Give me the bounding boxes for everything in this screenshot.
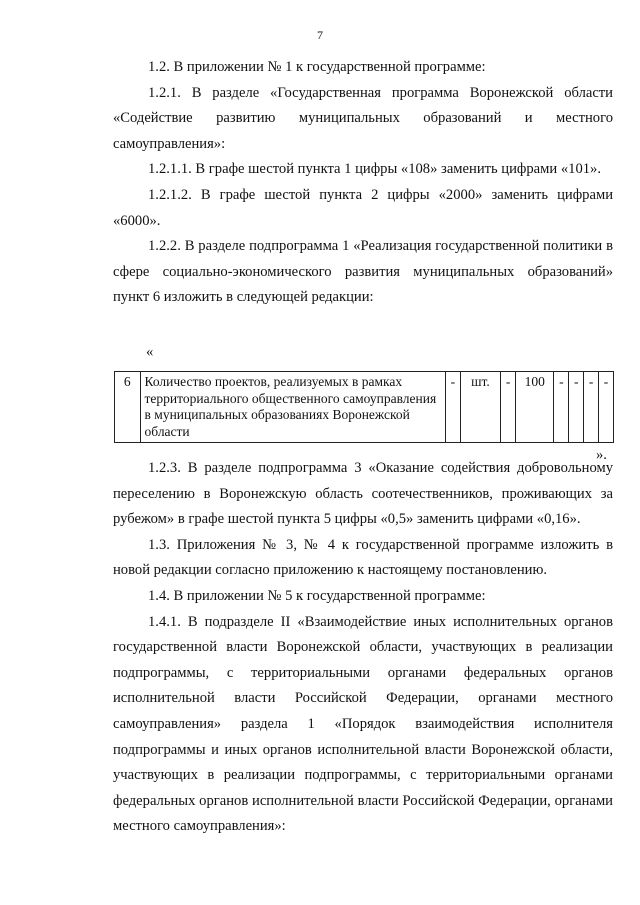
open-quote: « (146, 344, 154, 360)
paragraph-1-2-3: 1.2.3. В разделе подпрограмма 3 «Оказание содействия добровольному переселению в Воронежскую область соотечественников, проживающих за рубежом» в графе шестой пункта 5 цифры «0,5» заменить цифрами «0,16». (113, 460, 613, 528)
value-cell: 100 (516, 372, 554, 443)
indicator-name-cell: Количество проектов, реализуемых в рамках территориального общественного самоуправления в муниципальных образованиях Воронежской области (140, 372, 445, 443)
table-cell: - (584, 372, 599, 443)
unit-cell: шт. (460, 372, 500, 443)
paragraph-1-4-1: 1.4.1. В подразделе II «Взаимодействие иных исполнительных органов государственной власти Воронежской области, участвующих в реализации подпрограммы, с территориальными органами федеральных органов исполнительной власти Российской Федерации, органами местного самоуправления» раздела 1 «Порядок взаимодействия исполнителя подпрограммы и иных органов исполнительной власти Воронежской области, участвующих в реализации подпрограммы, с территориальными органами федеральных органов исполнительной власти Российской Федерации, органами местного самоуправления»: (113, 613, 613, 835)
paragraph-1-2-2: 1.2.2. В разделе подпрограмма 1 «Реализация государственной политики в сфере социально-экономического развития муниципальных образований» пункт 6 изложить в следующей редакции: (113, 238, 613, 306)
page-number: 7 (317, 28, 323, 42)
table-cell: - (445, 372, 460, 443)
document-body-top (113, 55, 613, 311)
paragraph-1-2-1-2: 1.2.1.2. В графе шестой пункта 2 цифры «2000» заменить цифрами «6000». (113, 186, 613, 229)
paragraph-1-3: 1.3. Приложения № 3, № 4 к государственной программе изложить в новой редакции согласно приложению к настоящему постановлению. (113, 536, 613, 579)
table-row (115, 372, 614, 443)
table-cell: - (501, 372, 516, 443)
paragraph-1-4: 1.4. В приложении № 5 к государственной программе: (148, 587, 486, 604)
table-cell: - (554, 372, 569, 443)
paragraph-1-2: 1.2. В приложении № 1 к государственной программе: (148, 59, 486, 75)
paragraph-1-2-1: 1.2.1. В разделе «Государственная программа Воронежской области «Содействие развитию муниципальных образований и местного самоуправления»: (113, 84, 613, 152)
row-number-cell: 6 (115, 372, 141, 443)
table-cell: - (599, 372, 614, 443)
paragraph-1-2-1-1: 1.2.1.1. В графе шестой пункта 1 цифры «108» заменить цифрами «101». (148, 161, 601, 178)
indicator-table (114, 371, 614, 443)
table-cell: - (569, 372, 584, 443)
close-quote: ». (596, 447, 607, 463)
document-body-bottom (113, 456, 613, 840)
